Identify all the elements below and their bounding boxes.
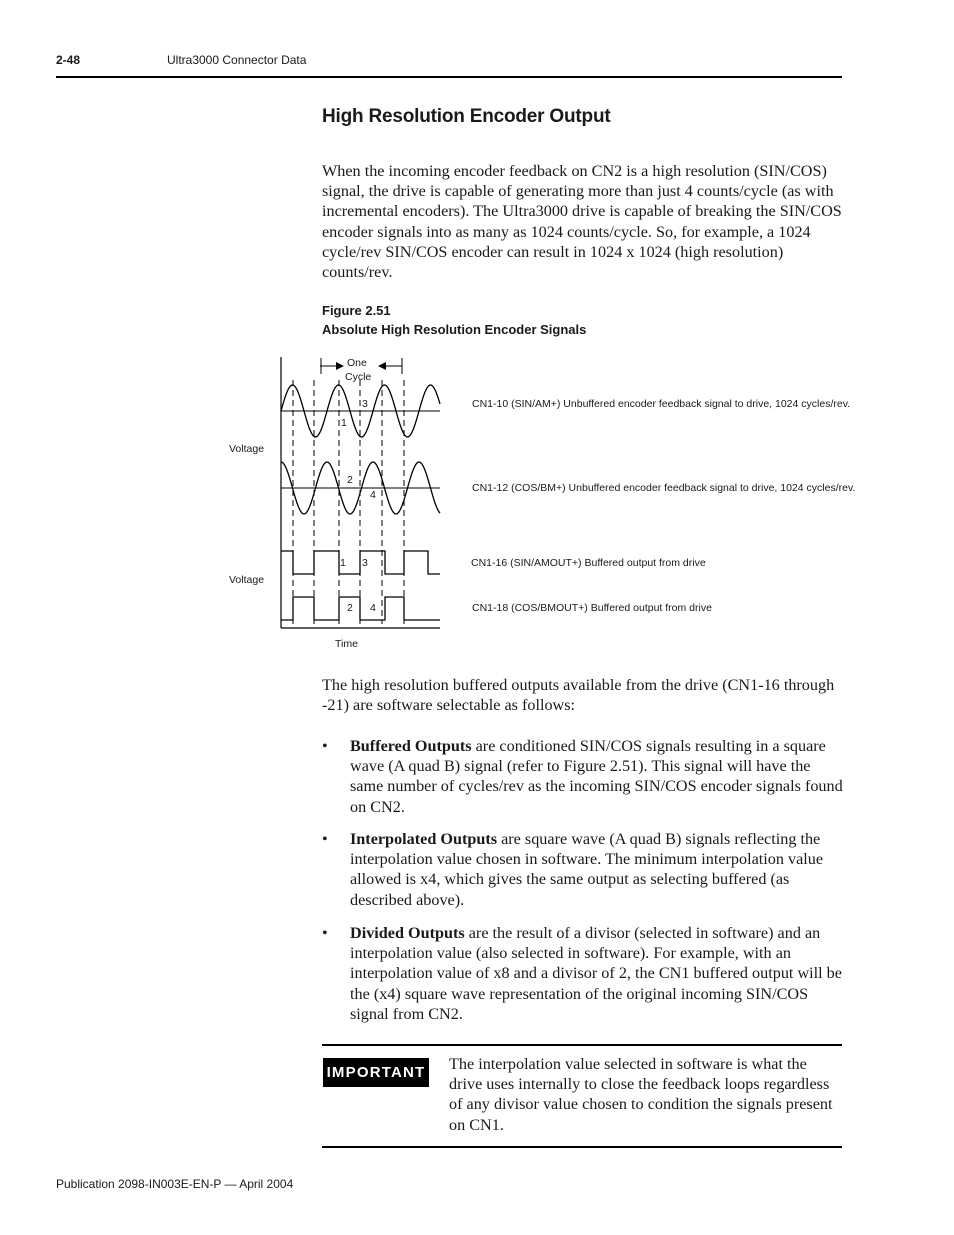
bullet-text: are the result of a divisor (selected in software) and an interpolation value (also selected in software). For example, with an interpolation value of x8 and a divisor of 2, the CN1 buffered output will be the (x4) square wave representation of the original incoming SIN/COS signal from CN2. xyxy=(350,924,842,1023)
intro-paragraph: When the incoming encoder feedback on CN2 is a high resolution (SIN/COS) signal, the drive is capable of generating more than just 4 counts/cycle (as with incremental encoders). The Ultra3000 drive is capable of breaking the SIN/COS encoder signals into as many as 1024 counts/cycle. So, for example, a 1024 cycle/rev SIN/COS encoder can result in 1024 x 1024 (high resolution) counts/rev. xyxy=(322,162,842,282)
important-rule-bottom xyxy=(322,1146,842,1148)
outputs-paragraph: The high resolution buffered outputs available from the drive (CN1-16 through -21) are software selectable as follows: xyxy=(322,676,835,715)
sin-wave xyxy=(281,385,440,437)
bullet-term: Divided Outputs xyxy=(350,924,465,942)
mark-2-square: 2 xyxy=(347,602,353,614)
figure-caption: Absolute High Resolution Encoder Signals xyxy=(322,322,587,337)
mark-3-sin: 3 xyxy=(362,398,368,410)
cos-wave xyxy=(281,462,440,514)
bullet-dot: • xyxy=(322,924,328,942)
buffered-b-square-wave xyxy=(281,597,440,620)
one-cycle-label-1: One xyxy=(347,357,367,369)
bullet-term: Buffered Outputs xyxy=(350,737,472,755)
bullet-term: Interpolated Outputs xyxy=(350,830,498,848)
time-label: Time xyxy=(335,638,358,650)
mark-1-square: 1 xyxy=(340,557,346,569)
running-header: Ultra3000 Connector Data xyxy=(167,53,307,67)
alignment-dashes xyxy=(293,380,404,624)
bullet-dot: • xyxy=(322,830,328,848)
signal-label-cn1-16: CN1-16 (SIN/AMOUT+) Buffered output from drive xyxy=(471,557,706,569)
one-cycle-arrowhead-left xyxy=(336,362,344,370)
figure-number: Figure 2.51 xyxy=(322,303,391,318)
mark-4-square: 4 xyxy=(370,602,376,614)
mark-1-sin: 1 xyxy=(341,417,347,429)
section-title: High Resolution Encoder Output xyxy=(322,106,611,127)
mark-4-cos: 4 xyxy=(370,489,376,501)
page-number: 2-48 xyxy=(56,53,81,67)
footer-publication: Publication 2098-IN003E-EN-P — April 2004 xyxy=(56,1177,294,1191)
mark-3-square: 3 xyxy=(362,557,368,569)
header-rule xyxy=(56,76,842,78)
voltage-label-digital: Voltage xyxy=(229,574,265,586)
bullet-dot: • xyxy=(322,737,328,755)
bullet-text: are conditioned SIN/COS signals resulting in a square wave (A quad B) signal (refer to Figure 2.51). This signal will have the same number of cycles/rev as the incoming SIN/COS encoder signals found on CN2. xyxy=(350,737,843,816)
signal-label-cn1-12: CN1-12 (COS/BM+) Unbuffered encoder feedback signal to drive, 1024 cycles/rev. xyxy=(472,482,856,494)
important-text: The interpolation value selected in software is what the drive uses internally to close the feedback loops regardless of any divisor value chosen to condition the signals present on CN1. xyxy=(449,1055,833,1134)
signal-label-cn1-18: CN1-18 (COS/BMOUT+) Buffered output from drive xyxy=(472,602,712,614)
buffered-a-square-wave xyxy=(281,551,440,574)
mark-2-cos: 2 xyxy=(347,474,353,486)
signal-label-cn1-10: CN1-10 (SIN/AM+) Unbuffered encoder feedback signal to drive, 1024 cycles/rev. xyxy=(472,398,851,410)
important-badge: IMPORTANT xyxy=(323,1058,429,1087)
important-rule-top xyxy=(322,1044,842,1046)
one-cycle-label-2: Cycle xyxy=(345,371,372,383)
bullet-text: are square wave (A quad B) signals reflecting the interpolation value chosen in software. The minimum interpolation value allowed is x4, which gives the same output as selecting buffered (as described above). xyxy=(350,830,824,909)
one-cycle-arrowhead-right xyxy=(378,362,386,370)
voltage-label-analog: Voltage xyxy=(229,443,265,455)
